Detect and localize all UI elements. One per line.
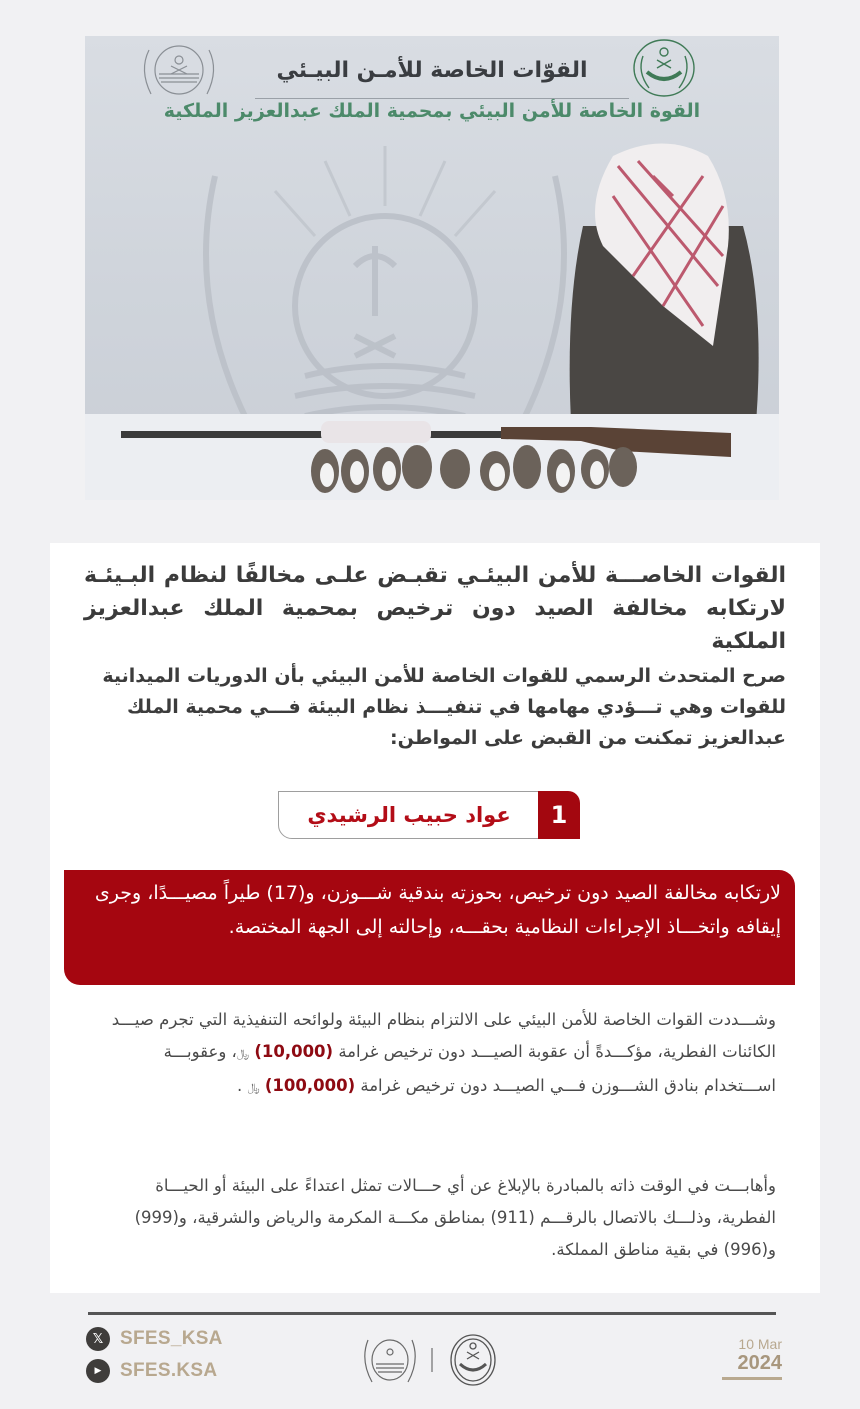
- penalty-text-a: وشـــددت القوات الخاصة للأمن البيئي على الالتزام بنظام البيئة ولوائحه التنفيذية التي تجرم صيـــد الكائنات الفطرية، مؤكـــدةً أن عقوبة الصيـــد دون ترخيص غرامة: [111, 1010, 776, 1061]
- violation-summary: لارتكابه مخالفة الصيد دون ترخيص، بحوزته بندقية شـــوزن، و(17) طيراً مصيـــدًا، وجرى إيقافه واتخـــاذ الإجراءات النظامية بحقـــه، وإحالته إلى الجهة المختصة.: [64, 870, 795, 985]
- x-handle: SFES_KSA: [120, 1328, 223, 1349]
- article-intro: صرح المتحدث الرسمي للقوات الخاصة للأمن البيئي بأن الدوريات الميدانية للقوات وهي تـــؤدي مهامها في تنفيـــذ نظام البيئة فـــي محمية الملك عبدالعزيز تمكنت من القبض على المواطن:: [102, 665, 786, 749]
- youtube-icon: ▶: [86, 1359, 110, 1383]
- x-account-link[interactable]: [86, 1327, 223, 1351]
- suspect-name: عواد حبيب الرشيدي: [278, 791, 540, 839]
- date-day-month: 10 Mar: [738, 1336, 782, 1352]
- reporting-paragraph: وأهابـــت في الوقت ذاته بالمبادرة بالإبلاغ عن أي حـــالات تمثل اعتداءً على البيئة أو الحيـــاة الفطرية، وذلـــك بالاتصال بالرقـــم (911) بمناطق مكـــة المكرمة والرياض والشرقية، و(999) و(996) في بقية مناطق المملكة.: [134, 1176, 776, 1259]
- banner-subtitle: القوة الخاصة للأمن البيئي بمحمية الملك عبدالعزيز الملكية: [163, 100, 701, 122]
- footer-logos: [360, 1332, 500, 1388]
- banner-divider: [255, 98, 629, 99]
- suspect-name-tag: [278, 791, 580, 839]
- x-icon: 𝕏: [86, 1327, 110, 1351]
- sfes-emblem-icon: [365, 1340, 415, 1382]
- ministry-interior-emblem-icon: [451, 1335, 495, 1385]
- fine-amount-10000: (10,000): [254, 1042, 334, 1061]
- footer-divider: [88, 1312, 776, 1315]
- riyal-icon: ﷼: [236, 1047, 250, 1060]
- date-underline: [722, 1377, 782, 1380]
- publish-date: [722, 1336, 782, 1380]
- suspect-figure: [543, 136, 773, 456]
- article-headline: القوات الخاصـــة للأمن البيئـي تقبـض علـى مخالفًا لنظام البـيئـة لارتكابه مخالفة الصيد دون ترخيص بمحمية الملك عبدالعزيز الملكية: [84, 563, 786, 654]
- suspect-number: 1: [538, 791, 580, 839]
- hunted-birds-evidence: [305, 441, 645, 496]
- youtube-handle: SFES.KSA: [120, 1360, 218, 1381]
- date-year: 2024: [737, 1352, 782, 1374]
- penalty-paragraph: [98, 1004, 776, 1104]
- banner-title: القوّات الخاصة للأمـن البيـئي: [276, 58, 588, 83]
- youtube-account-link[interactable]: [86, 1359, 217, 1383]
- news-photo: [85, 36, 779, 500]
- penalty-text-c: .: [236, 1076, 248, 1095]
- article-card: [50, 543, 820, 1293]
- penalty-text-b: ، وعقوبـــة اســـتخدام بنادق الشـــوزن فـــي الصيـــد دون ترخيص غرامة: [163, 1042, 776, 1095]
- riyal-icon: ﷼: [247, 1081, 260, 1094]
- fine-amount-100000: (100,000): [264, 1076, 356, 1095]
